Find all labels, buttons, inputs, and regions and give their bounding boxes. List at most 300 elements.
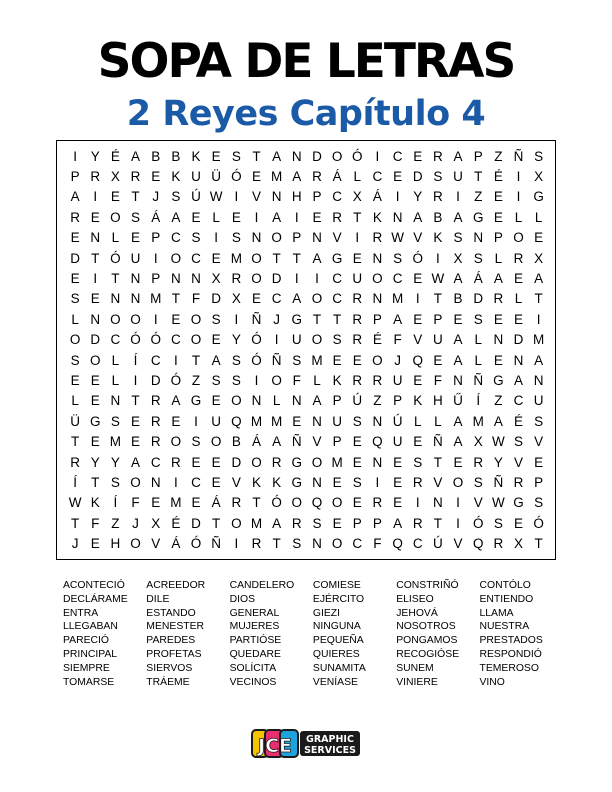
grid-letter: Ú xyxy=(433,536,443,552)
grid-letter: E xyxy=(292,413,302,429)
grid-letter: S xyxy=(352,413,362,429)
grid-letter: Z xyxy=(474,189,483,205)
grid-letter: E xyxy=(534,454,544,470)
grid-letter: O xyxy=(311,291,323,307)
grid-letter: T xyxy=(433,515,443,531)
grid-letter: G xyxy=(472,209,484,225)
grid-letter: R xyxy=(352,372,363,388)
grid-letter: N xyxy=(372,454,383,470)
grid-letter: Y xyxy=(493,454,503,470)
grid-letter: X xyxy=(211,271,221,287)
grid-letter: R xyxy=(352,311,363,327)
grid-letter: E xyxy=(413,148,423,164)
grid-letter: C xyxy=(332,189,342,205)
grid-letter: O xyxy=(311,454,323,470)
grid-letter: A xyxy=(171,393,181,409)
grid-letter: W xyxy=(491,495,505,511)
grid-letter: Ñ xyxy=(513,148,524,164)
word-list-item: PONGAMOS xyxy=(396,635,458,647)
grid-letter: P xyxy=(332,393,342,409)
grid-letter: A xyxy=(211,352,221,368)
grid-letter: É xyxy=(493,169,503,185)
grid-letter: K xyxy=(272,474,282,490)
grid-letter: R xyxy=(70,209,80,225)
word-list-item: VINO xyxy=(479,676,505,688)
grid-letter: Z xyxy=(494,148,503,164)
grid-letter: T xyxy=(433,291,443,307)
word-list-item: EJÉRCITO xyxy=(312,593,365,605)
grid-letter: Ñ xyxy=(251,311,262,327)
grid-letter: Ó xyxy=(170,372,182,388)
word-list-item: CONSTRIÑÓ xyxy=(396,580,459,591)
grid-letter: X xyxy=(534,250,544,266)
grid-letter: N xyxy=(533,372,544,388)
word-list-item: ACREEDOR xyxy=(146,580,206,591)
grid-letter: A xyxy=(534,271,544,287)
grid-letter: R xyxy=(433,189,443,205)
grid-letter: D xyxy=(473,291,484,307)
grid-letter: E xyxy=(453,454,463,470)
grid-letter: E xyxy=(332,352,342,368)
grid-letter: A xyxy=(272,209,282,225)
grid-letter: C xyxy=(191,474,201,490)
grid-letter: A xyxy=(453,209,463,225)
grid-letter: A xyxy=(453,413,463,429)
grid-letter: R xyxy=(70,454,80,470)
grid-letter: R xyxy=(513,250,524,266)
grid-letter: N xyxy=(291,148,302,164)
grid-letter: E xyxy=(393,454,403,470)
grid-letter: U xyxy=(453,169,463,185)
word-list-item: LLEGABAN xyxy=(63,621,118,633)
grid-letter: E xyxy=(453,311,463,327)
grid-letter: T xyxy=(111,271,120,287)
grid-letter: I xyxy=(173,352,178,368)
grid-letter: A xyxy=(312,393,322,409)
grid-letter: V xyxy=(151,536,161,552)
grid-letter: R xyxy=(271,454,282,470)
grid-letter: O xyxy=(210,434,222,450)
grid-letter: J xyxy=(132,515,139,531)
grid-letter: S xyxy=(453,230,463,246)
grid-letter: S xyxy=(70,352,80,368)
grid-letter: O xyxy=(271,372,282,388)
grid-letter: L xyxy=(353,169,362,185)
grid-letter: H xyxy=(110,536,121,552)
grid-letter: S xyxy=(534,413,544,429)
grid-letter: I xyxy=(254,372,259,388)
grid-letter: I xyxy=(234,536,239,552)
grid-letter: L xyxy=(111,372,120,388)
grid-letter: O xyxy=(130,474,141,490)
grid-letter: M xyxy=(311,352,323,368)
grid-letter: E xyxy=(131,413,141,429)
grid-letter: E xyxy=(393,495,403,511)
grid-letter: K xyxy=(171,169,181,185)
grid-letter: A xyxy=(413,209,423,225)
grid-letter: W xyxy=(68,495,82,511)
word-list-item: SOLÍCITA xyxy=(229,662,277,674)
grid-letter: L xyxy=(71,311,79,327)
grid-letter: C xyxy=(150,454,161,470)
word-list-item: DECLÁRAME xyxy=(63,593,128,605)
grid-letter: N xyxy=(372,250,383,266)
grid-letter: J xyxy=(71,536,79,552)
grid-letter: I xyxy=(395,189,400,205)
grid-letter: O xyxy=(372,352,383,368)
grid-letter: C xyxy=(392,148,403,164)
grid-letter: T xyxy=(272,250,281,266)
grid-letter: Z xyxy=(191,372,201,388)
grid-letter: A xyxy=(171,209,181,225)
grid-letter: Y xyxy=(90,454,100,470)
grid-letter: M xyxy=(250,515,263,531)
grid-letter: L xyxy=(514,291,523,307)
grid-letter: E xyxy=(514,271,524,287)
grid-letter: S xyxy=(231,230,241,246)
grid-letter: J xyxy=(152,189,160,205)
grid-letter: G xyxy=(89,413,101,429)
word-list-item: MUJERES xyxy=(229,621,280,633)
grid-letter: Y xyxy=(90,148,100,164)
word-list-item: MENESTER xyxy=(146,621,205,633)
grid-letter: S xyxy=(292,536,302,552)
grid-letter: E xyxy=(352,495,362,511)
grid-letter: A xyxy=(131,148,141,164)
grid-letter: E xyxy=(352,434,362,450)
grid-letter: E xyxy=(211,332,221,348)
grid-letter: E xyxy=(131,434,141,450)
grid-letter: Q xyxy=(231,413,242,429)
grid-letter: A xyxy=(393,311,403,327)
grid-letter: K xyxy=(413,393,423,409)
grid-letter: E xyxy=(231,209,241,225)
grid-letter: O xyxy=(291,495,303,511)
grid-letter: S xyxy=(332,332,342,348)
grid-letter: P xyxy=(151,271,161,287)
grid-letter: R xyxy=(372,495,383,511)
grid-letter: T xyxy=(70,515,80,531)
word-list-item: ELISEO xyxy=(396,593,434,605)
grid-letter: Q xyxy=(372,434,383,450)
page-title: SOPA DE LETRAS xyxy=(97,34,515,89)
grid-letter: D xyxy=(90,332,101,348)
grid-letter: A xyxy=(453,148,463,164)
grid-letter: T xyxy=(312,311,322,327)
grid-letter: W xyxy=(209,189,223,205)
grid-letter: A xyxy=(272,148,282,164)
grid-letter: V xyxy=(231,474,241,490)
grid-letter: A xyxy=(131,454,141,470)
grid-letter: É xyxy=(372,332,382,348)
grid-letter: U xyxy=(332,413,342,429)
grid-letter: E xyxy=(191,454,201,470)
grid-letter: C xyxy=(352,536,363,552)
grid-letter: Ñ xyxy=(211,536,222,552)
grid-letter: E xyxy=(110,189,120,205)
grid-letter: R xyxy=(412,515,423,531)
grid-letter: P xyxy=(473,148,483,164)
grid-letter: N xyxy=(110,393,121,409)
word-list-item: TRÁEME xyxy=(146,676,190,688)
word-list-item: VINIERE xyxy=(396,676,438,688)
word-list-item: VECINOS xyxy=(229,676,277,688)
word-list-item: ESTANDO xyxy=(146,607,196,619)
grid-letter: V xyxy=(251,189,261,205)
grid-letter: Z xyxy=(373,393,382,409)
grid-letter: M xyxy=(250,413,263,429)
grid-letter: Ó xyxy=(150,332,161,348)
grid-letter: G xyxy=(190,393,202,409)
grid-letter: Ó xyxy=(412,250,423,266)
grid-letter: F xyxy=(433,372,443,388)
grid-letter: D xyxy=(70,250,80,266)
grid-letter: Á xyxy=(473,271,483,287)
grid-letter: E xyxy=(251,291,261,307)
grid-letter: N xyxy=(271,189,282,205)
grid-letter: E xyxy=(493,189,503,205)
grid-letter: Ó xyxy=(110,250,121,266)
grid-letter: N xyxy=(473,230,484,246)
word-list-item: COMIESE xyxy=(312,580,361,591)
word-list-item: PROFETAS xyxy=(146,648,202,660)
jce-logo xyxy=(250,727,362,761)
grid-letter: L xyxy=(313,372,321,388)
grid-letter: E xyxy=(413,434,423,450)
grid-letter: I xyxy=(375,474,380,490)
grid-letter: P xyxy=(372,311,382,327)
grid-letter: U xyxy=(392,434,403,450)
grid-letter: R xyxy=(372,372,383,388)
grid-letter: S xyxy=(110,413,120,429)
grid-letter: Á xyxy=(332,169,342,185)
grid-letter: D xyxy=(271,271,282,287)
grid-letter: O xyxy=(170,250,182,266)
grid-letter: N xyxy=(433,495,443,511)
grid-letter: E xyxy=(151,495,161,511)
grid-letter: O xyxy=(271,230,282,246)
grid-letter: M xyxy=(230,250,242,266)
grid-letter: S xyxy=(433,169,443,185)
grid-letter: R xyxy=(150,434,161,450)
grid-letter: Í xyxy=(133,352,138,368)
grid-letter: O xyxy=(513,230,524,246)
grid-letter: L xyxy=(413,413,422,429)
grid-letter: O xyxy=(251,454,262,470)
grid-letter: Á xyxy=(151,209,161,225)
grid-letter: E xyxy=(352,352,362,368)
grid-letter: U xyxy=(130,250,141,266)
grid-letter: P xyxy=(534,474,544,490)
grid-letter: O xyxy=(251,250,262,266)
grid-letter: E xyxy=(90,536,100,552)
grid-letter: F xyxy=(91,515,100,531)
grid-letter: M xyxy=(271,413,283,429)
grid-letter: Í xyxy=(73,474,77,490)
grid-letter: V xyxy=(413,230,423,246)
grid-letter: C xyxy=(110,332,121,348)
grid-letter: E xyxy=(151,169,161,185)
grid-letter: M xyxy=(109,434,122,450)
grid-letter: N xyxy=(251,230,262,246)
word-list-item: GENERAL xyxy=(229,607,280,619)
grid-letter: S xyxy=(171,189,181,205)
grid-letter: E xyxy=(70,372,80,388)
grid-letter: Á xyxy=(251,434,261,450)
grid-letter: U xyxy=(352,271,363,287)
grid-letter: R xyxy=(493,536,504,552)
grid-letter: I xyxy=(153,250,158,266)
grid-letter: R xyxy=(473,454,484,470)
grid-letter: K xyxy=(332,372,342,388)
grid-letter: V xyxy=(534,434,544,450)
grid-letter: I xyxy=(315,271,319,287)
grid-letter: T xyxy=(191,352,201,368)
grid-letter: W xyxy=(431,271,445,287)
grid-letter: N xyxy=(251,393,262,409)
grid-letter: A xyxy=(453,434,463,450)
grid-letter: R xyxy=(251,536,262,552)
grid-letter: F xyxy=(393,332,402,348)
grid-letter: S xyxy=(473,311,483,327)
grid-letter: E xyxy=(413,372,423,388)
grid-letter: O xyxy=(110,209,121,225)
grid-letter: N xyxy=(90,230,101,246)
grid-letter: X xyxy=(231,291,241,307)
jce-logo-letters: JCE xyxy=(258,735,292,757)
word-list-item: NOSOTROS xyxy=(396,621,456,633)
grid-letter: V xyxy=(413,332,423,348)
grid-letter: I xyxy=(133,372,138,388)
word-list-item: PRESTADOS xyxy=(479,635,543,647)
grid-letter: R xyxy=(130,169,141,185)
word-list-item: GIEZI xyxy=(312,607,341,619)
grid-letter: R xyxy=(291,515,302,531)
grid-letter: O xyxy=(170,434,182,450)
grid-letter: Ñ xyxy=(473,372,484,388)
grid-letter: I xyxy=(456,515,460,531)
grid-letter: E xyxy=(433,352,443,368)
grid-letter: P xyxy=(393,393,403,409)
grid-letter: N xyxy=(513,352,524,368)
grid-letter: I xyxy=(93,189,98,205)
word-list xyxy=(63,579,563,689)
word-list-item: NINGUNA xyxy=(312,621,361,633)
grid-letter: R xyxy=(352,291,363,307)
grid-letter: Ó xyxy=(251,332,262,348)
letter-grid xyxy=(65,146,549,554)
grid-letter: B xyxy=(453,291,463,307)
word-list-item: SIEMPRE xyxy=(63,662,110,674)
word-list-item: QUIERES xyxy=(312,648,360,660)
grid-letter: V xyxy=(433,474,443,490)
word-list-item: SUNEM xyxy=(396,662,434,674)
grid-letter: E xyxy=(413,271,423,287)
word-list-item: PRINCIPAL xyxy=(63,648,118,660)
grid-letter: E xyxy=(534,230,544,246)
grid-letter: E xyxy=(514,515,524,531)
grid-letter: O xyxy=(331,148,343,164)
grid-letter: L xyxy=(474,332,482,348)
word-list-item: LLAMA xyxy=(479,607,514,619)
grid-letter: T xyxy=(292,250,301,266)
grid-letter: D xyxy=(412,169,423,185)
grid-letter: Ű xyxy=(453,393,463,409)
grid-letter: S xyxy=(473,474,483,490)
grid-letter: Ó xyxy=(352,148,363,164)
grid-letter: O xyxy=(231,393,242,409)
grid-letter: T xyxy=(131,189,140,205)
grid-letter: Ñ xyxy=(271,352,282,368)
grid-letter: E xyxy=(393,474,403,490)
grid-letter: I xyxy=(436,250,440,266)
grid-letter: R xyxy=(150,393,161,409)
grid-letter: H xyxy=(433,393,443,409)
grid-letter: D xyxy=(312,148,322,164)
word-list-item: PARECIÓ xyxy=(63,635,109,647)
word-list-item: NUESTRA xyxy=(479,621,530,633)
grid-letter: U xyxy=(533,393,544,409)
grid-letter: N xyxy=(191,271,201,287)
grid-letter: R xyxy=(150,413,161,429)
grid-letter: K xyxy=(433,230,443,246)
grid-letter: T xyxy=(91,474,100,490)
grid-letter: N xyxy=(130,291,141,307)
grid-letter: R xyxy=(312,169,322,185)
grid-letter: S xyxy=(514,434,524,450)
grid-letter: K xyxy=(372,209,382,225)
grid-letter: Ó xyxy=(231,169,242,185)
grid-letter: C xyxy=(412,536,423,552)
grid-letter: I xyxy=(415,495,420,511)
grid-letter: Ñ xyxy=(433,434,443,450)
grid-letter: T xyxy=(332,311,342,327)
grid-letter: J xyxy=(394,352,401,368)
grid-letter: I xyxy=(254,209,259,225)
grid-letter: T xyxy=(212,515,221,531)
grid-letter: A xyxy=(493,271,503,287)
word-list-item: JEHOVÁ xyxy=(396,607,438,619)
grid-letter: S xyxy=(211,372,221,388)
grid-letter: I xyxy=(355,230,360,246)
grid-letter: O xyxy=(89,352,101,368)
grid-letter: A xyxy=(534,352,544,368)
grid-letter: A xyxy=(272,434,282,450)
grid-letter: Í xyxy=(476,393,481,409)
grid-letter: Y xyxy=(110,454,120,470)
grid-letter: Ú xyxy=(392,413,403,429)
grid-letter: A xyxy=(70,189,80,205)
grid-letter: O xyxy=(190,311,202,327)
grid-letter: P xyxy=(292,230,302,246)
grid-letter: T xyxy=(252,148,261,164)
grid-letter: O xyxy=(130,536,141,552)
grid-letter: G xyxy=(291,474,303,490)
grid-letter: M xyxy=(331,454,343,470)
grid-letter: I xyxy=(294,209,299,225)
grid-letter: L xyxy=(212,209,220,225)
grid-letter: I xyxy=(153,311,158,327)
grid-letter: I xyxy=(456,189,460,205)
grid-letter: C xyxy=(372,169,383,185)
grid-letter: S xyxy=(110,474,120,490)
grid-letter: N xyxy=(130,271,141,287)
grid-letter: R xyxy=(372,230,383,246)
grid-letter: N xyxy=(372,413,383,429)
grid-letter: R xyxy=(493,291,504,307)
grid-letter: R xyxy=(412,474,423,490)
grid-letter: A xyxy=(514,372,524,388)
